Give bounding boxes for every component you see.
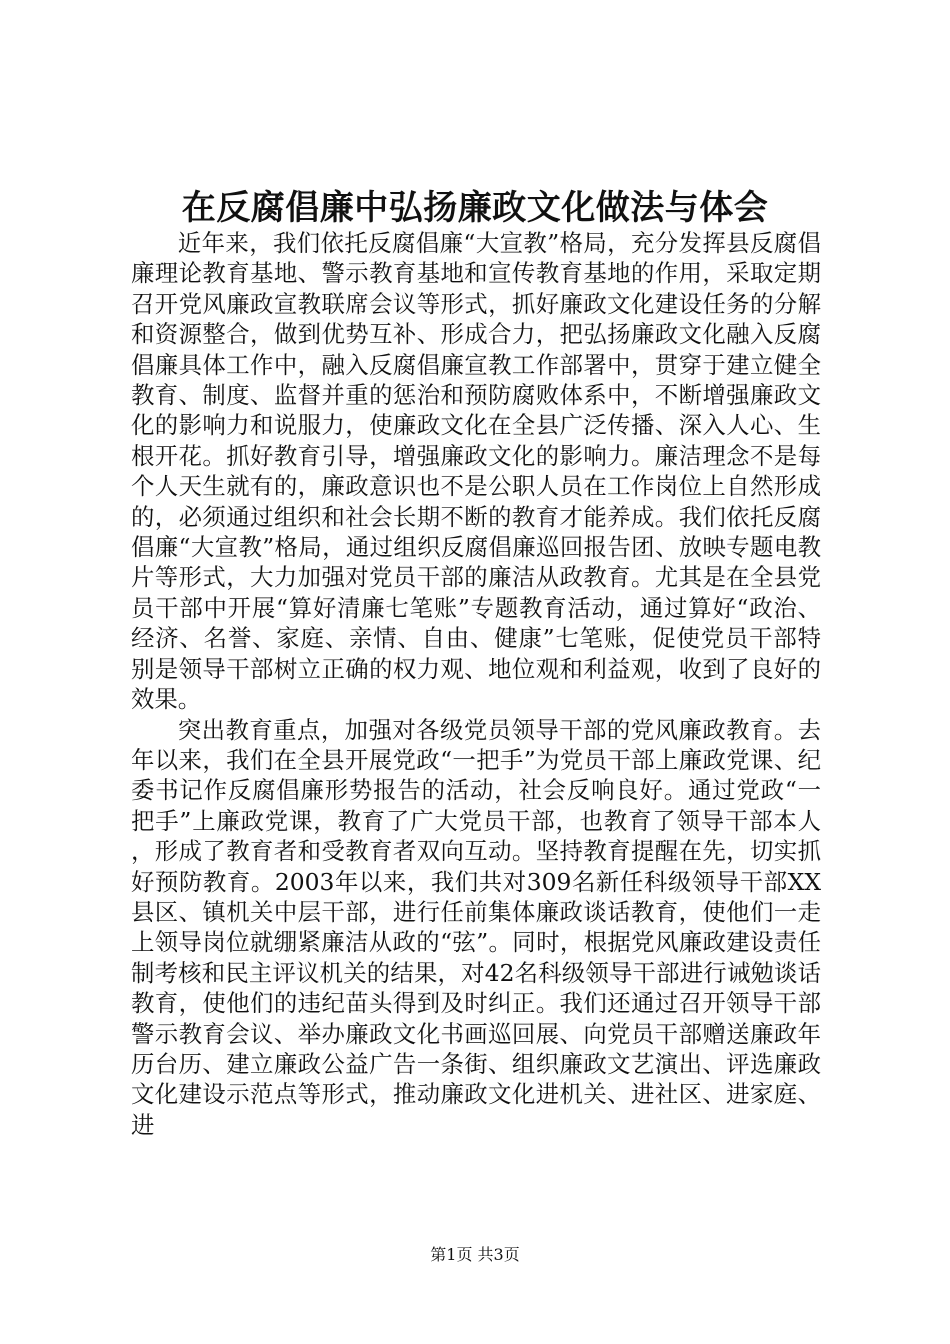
paragraph-1: 近年来，我们依托反腐倡廉“大宣教”格局，充分发挥县反腐倡廉理论教育基地、警示教育基地和宣传教育基地的作用，采取定期召开党风廉政宣教联席会议等形式，抓好廉政文化建设任务的分解和资源整合，做到优势互补、形成合力，把弘扬廉政文化融入反腐倡廉具体工作中，融入反腐倡廉宣教工作部署中，贯穿于建立健全教育、制度、监督并重的惩治和预防腐败体系中，不断增强廉政文化的影响力和说服力，使廉政文化在全县广泛传播、深入人心、生根开花。抓好教育引导，增强廉政文化的影响力。廉洁理念不是每个人天生就有的，廉政意识也不是公职人员在工作岗位上自然形成的，必须通过组织和社会长期不断的教育才能养成。我们依托反腐倡廉“大宣教”格局，通过组织反腐倡廉巡回报告团、放映专题电教片等形式，大力加强对党员干部的廉洁从政教育。尤其是在全县党员干部中开展“算好清廉七笔账”专题教育活动，通过算好“政治、经济、名誉、家庭、亲情、自由、健康”七笔账，促使党员干部特别是领导干部树立正确的权力观、地位观和利益观，收到了良好的效果。 bbox=[131, 229, 821, 714]
document-body bbox=[131, 228, 821, 1140]
paragraph-2: 突出教育重点，加强对各级党员领导干部的党风廉政教育。去年以来，我们在全县开展党政“一把手”为党员干部上廉政党课、纪委书记作反腐倡廉形势报告的活动，社会反响良好。通过党政“一把手”上廉政党课，教育了广大党员干部，也教育了领导干部本人，形成了教育者和受教育者双向互动。坚持教育提醒在先，切实抓好预防教育。2003年以来，我们共对309名新任科级领导干部XX县区、镇机关中层干部，进行任前集体廉政谈话教育，使他们一走上领导岗位就绷紧廉洁从政的“弦”。同时，根据党风廉政建设责任制考核和民主评议机关的结果，对42名科级领导干部进行诫勉谈话教育，使他们的违纪苗头得到及时纠正。我们还通过召开领导干部警示教育会议、举办廉政文化书画巡回展、向党员干部赠送廉政年历台历、建立廉政公益广告一条街、组织廉政文艺演出、评选廉政文化建设示范点等形式，推动廉政文化进机关、进社区、进家庭、进 bbox=[131, 715, 821, 1139]
document-title: 在反腐倡廉中弘扬廉政文化做法与体会 bbox=[181, 188, 769, 228]
page-footer: 第1页 共3页 bbox=[430, 1245, 520, 1264]
